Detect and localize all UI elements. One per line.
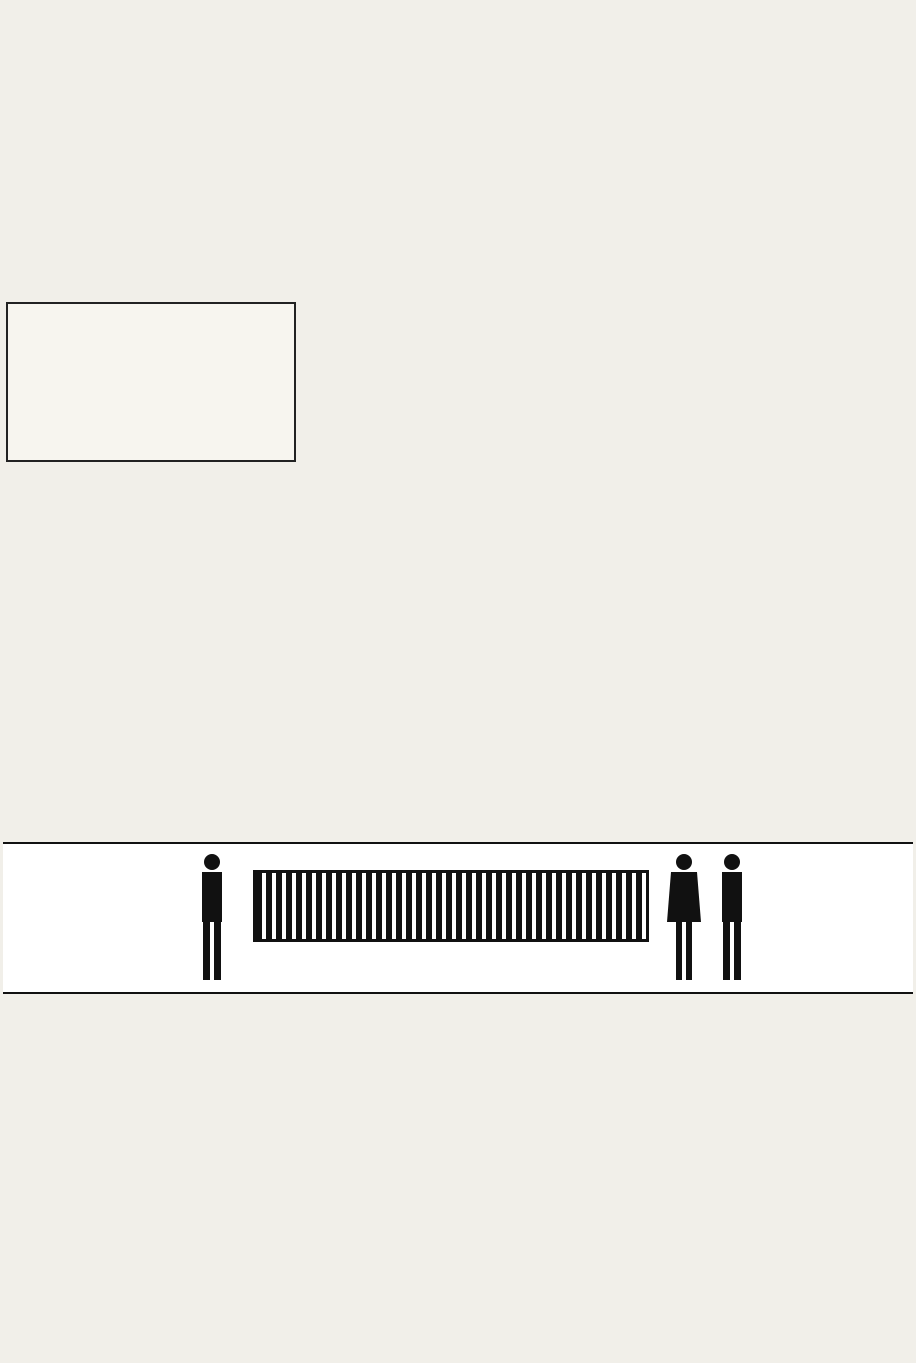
colonial-court-ad: [6, 302, 296, 462]
person-figure-icon: [665, 852, 703, 984]
employment-banner: [3, 842, 913, 994]
help-wanted-grid: [3, 992, 913, 1362]
person-figure-icon: [713, 852, 751, 984]
person-figure-icon: [193, 852, 231, 984]
employment-heading: [253, 870, 649, 942]
employment-word: [256, 873, 646, 939]
running-header: [4, 2, 912, 13]
